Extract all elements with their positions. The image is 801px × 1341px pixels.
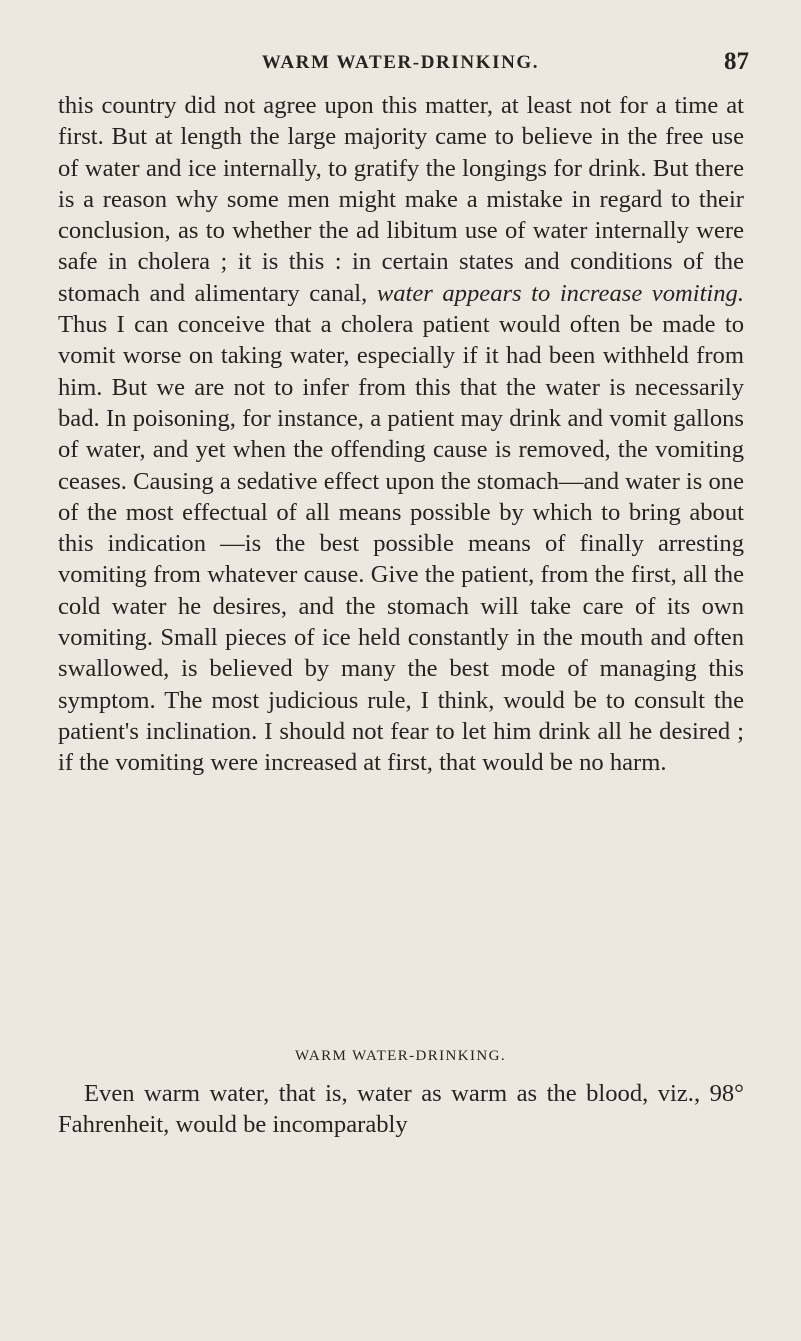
paragraph-text-end: Thus I can conceive that a cholera patient would often be made to vomit worse on taking water, especially if it had been withheld from him. But we are not to infer from this that the water is necessarily bad. In poisoning, for instance, a patient may drink and vomit gallons of water, and yet when the offending cause is removed, the vomiting ceases. Causing a sedative effect upon the stomach—and water is one of the most effectual of all means possible by which to bring about this indication —is the best possible means of finally arresting vomiting from whatever cause. Give the patient, from the first, all the cold water he desires, and the stomach will take care of its own vomiting. Small pieces of ice held constantly in the mouth and often swallowed, is believed by many the best mode of managing this symptom. The most judicious rule, I think, would be to consult the patient's inclination. I should not fear to let him drink all he desired ; if the vomiting were increased at first, that would be no harm.: [58, 311, 744, 777]
section-heading: WARM WATER-DRINKING.: [294, 1048, 507, 1064]
italic-emphasis: water appears to increase vomiting.: [376, 279, 744, 307]
running-head: [0, 48, 801, 82]
section-paragraph: Even warm water, that is, water as warm as the blood, viz., 98° Fahrenheit, would be incomparably: [58, 1080, 744, 1139]
page-number: 87: [724, 48, 749, 75]
running-title: WARM WATER-DRINKING.: [261, 52, 540, 73]
paragraph-text-start: this country did not agree upon this matter, at least not for a time at first. But at length the large majority came to believe in the free use of water and ice internally, to gratify the longings for drink. But there is a reason why some men might make a mistake in regard to their conclusion, as to whether the ad libitum use of water internally were safe in cholera ; it is this : in certain states and conditions of the stomach and alimentary canal,: [58, 92, 744, 307]
body-paragraph: [58, 90, 744, 779]
